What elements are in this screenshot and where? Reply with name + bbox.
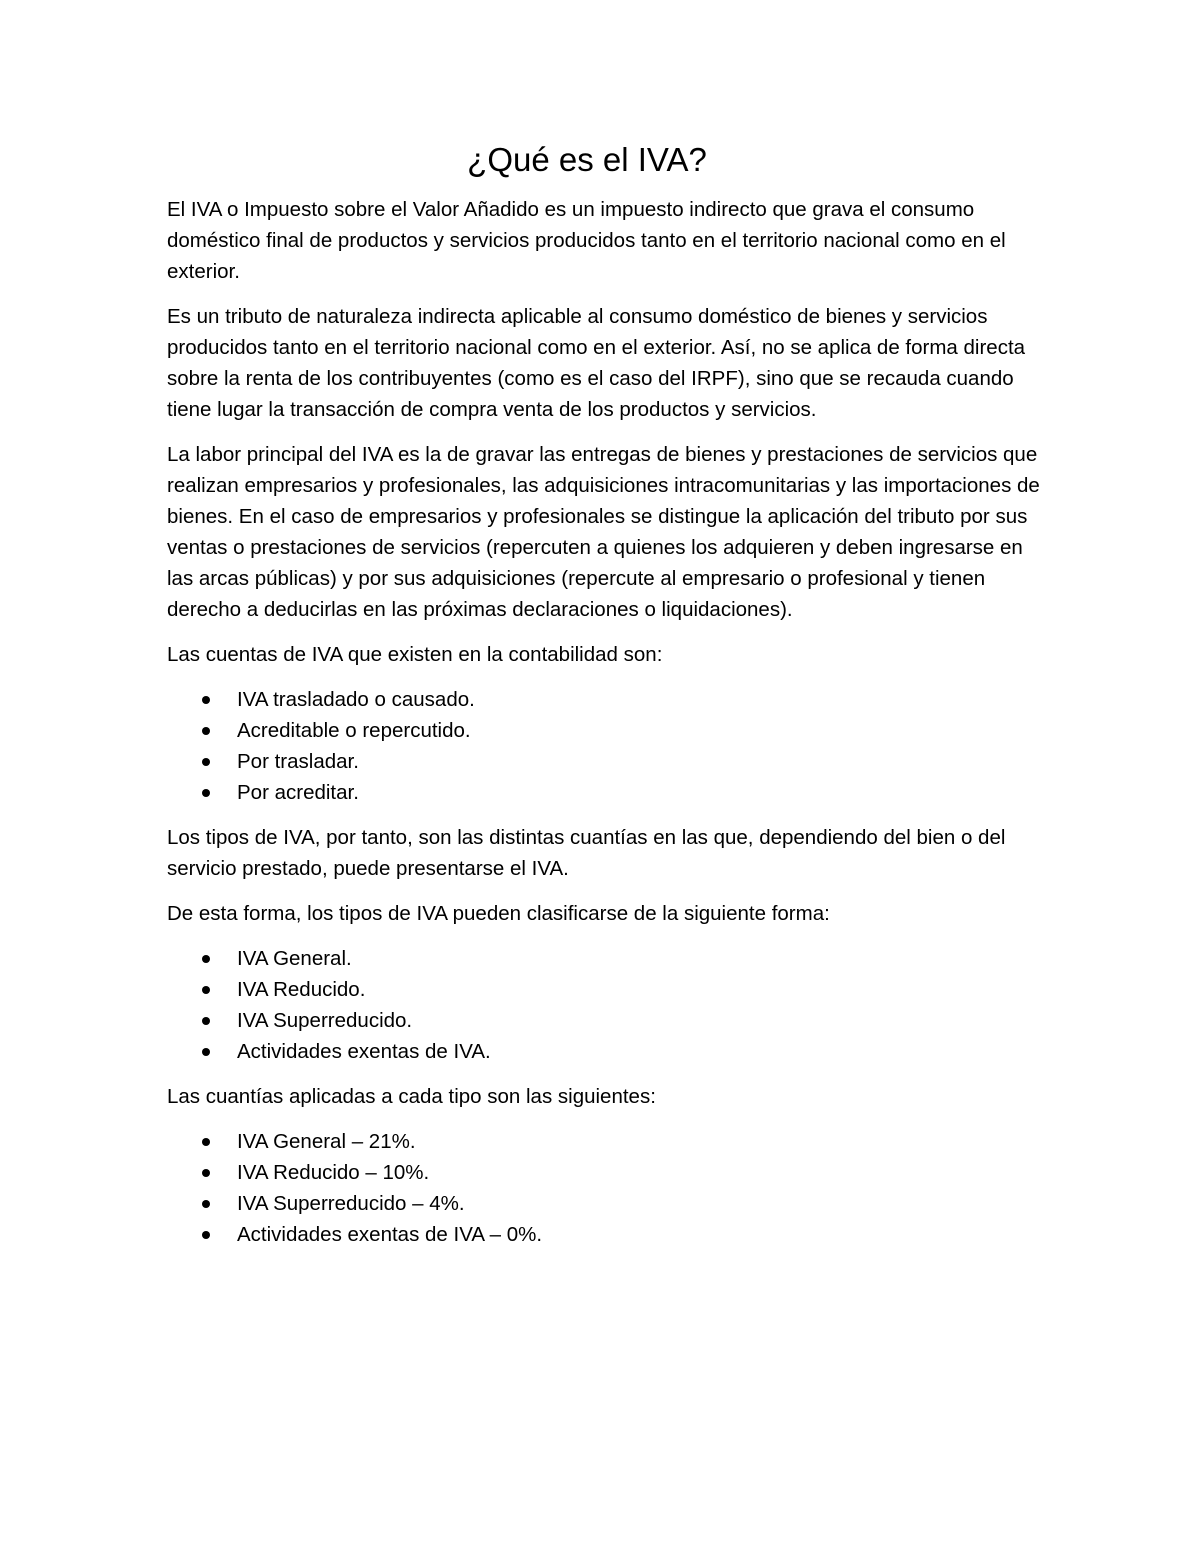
list-item-text: Por trasladar. bbox=[237, 750, 359, 773]
bullet-icon bbox=[202, 1169, 210, 1177]
bullet-icon bbox=[202, 955, 210, 963]
list-item-text: IVA Reducido – 10%. bbox=[237, 1161, 430, 1184]
list-item bbox=[167, 777, 1047, 808]
bullet-icon bbox=[202, 1138, 210, 1146]
paragraph: Los tipos de IVA, por tanto, son las distintas cuantías en las que, dependiendo del bien o del servicio prestado, puede presentarse el IVA. bbox=[167, 826, 1006, 880]
list-item bbox=[167, 943, 1047, 974]
bullet-icon bbox=[202, 1017, 210, 1025]
bullet-icon bbox=[202, 986, 210, 994]
paragraph: Las cuentas de IVA que existen en la contabilidad son: bbox=[167, 643, 663, 666]
page-title: ¿Qué es el IVA? bbox=[467, 141, 707, 178]
list-item bbox=[167, 1036, 1047, 1067]
list-item-text: IVA General. bbox=[237, 947, 352, 970]
list-item bbox=[167, 1005, 1047, 1036]
list-item bbox=[167, 715, 1047, 746]
list-item-text: IVA Superreducido – 4%. bbox=[237, 1192, 465, 1215]
list-item bbox=[167, 1126, 1047, 1157]
bullet-icon bbox=[202, 727, 210, 735]
bullet-icon bbox=[202, 1200, 210, 1208]
bullet-icon bbox=[202, 1048, 210, 1056]
paragraph: El IVA o Impuesto sobre el Valor Añadido es un impuesto indirecto que grava el consumo doméstico final de productos y servicios producidos tanto en el territorio nacional como en el exterior. bbox=[167, 198, 1006, 283]
list-item-text: Actividades exentas de IVA. bbox=[237, 1040, 491, 1063]
list-item-text: IVA trasladado o causado. bbox=[237, 688, 475, 711]
list-item-text: Actividades exentas de IVA – 0%. bbox=[237, 1223, 543, 1246]
cuantias-list bbox=[167, 1126, 1047, 1250]
tipos-list bbox=[167, 943, 1047, 1067]
bullet-icon bbox=[202, 1231, 210, 1239]
list-item bbox=[167, 974, 1047, 1005]
cuentas-list bbox=[167, 684, 1047, 808]
list-item bbox=[167, 1219, 1047, 1250]
paragraph: Las cuantías aplicadas a cada tipo son las siguientes: bbox=[167, 1085, 656, 1108]
bullet-icon bbox=[202, 789, 210, 797]
list-item bbox=[167, 746, 1047, 777]
list-item-text: IVA General – 21%. bbox=[237, 1130, 416, 1153]
list-item-text: Por acreditar. bbox=[237, 781, 359, 804]
bullet-icon bbox=[202, 758, 210, 766]
list-item bbox=[167, 1157, 1047, 1188]
document-page bbox=[167, 138, 1047, 1264]
list-item-text: Acreditable o repercutido. bbox=[237, 719, 471, 742]
bullet-icon bbox=[202, 696, 210, 704]
list-item bbox=[167, 1188, 1047, 1219]
paragraph: Es un tributo de naturaleza indirecta aplicable al consumo doméstico de bienes y servicios producidos tanto en el territorio nacional como en el exterior. Así, no se aplica de forma directa sobre la renta de los contribuyentes (como es el caso del IRPF), sino que se recauda cuando tiene lugar la transacción de compra venta de los productos y servicios. bbox=[167, 305, 1026, 421]
paragraph: La labor principal del IVA es la de gravar las entregas de bienes y prestaciones de servicios que realizan empresarios y profesionales, las adquisiciones intracomunitarias y las importaciones de bienes. En el caso de empresarios y profesionales se distingue la aplicación del tributo por sus ventas o prestaciones de servicios (repercuten a quienes los adquieren y deben ingresarse en las arcas públicas) y por sus adquisiciones (repercute al empresario o profesional y tienen derecho a deducirlas en las próximas declaraciones o liquidaciones). bbox=[167, 443, 1040, 621]
paragraph: De esta forma, los tipos de IVA pueden clasificarse de la siguiente forma: bbox=[167, 902, 830, 925]
list-item-text: IVA Superreducido. bbox=[237, 1009, 413, 1032]
list-item bbox=[167, 684, 1047, 715]
list-item-text: IVA Reducido. bbox=[237, 978, 366, 1001]
